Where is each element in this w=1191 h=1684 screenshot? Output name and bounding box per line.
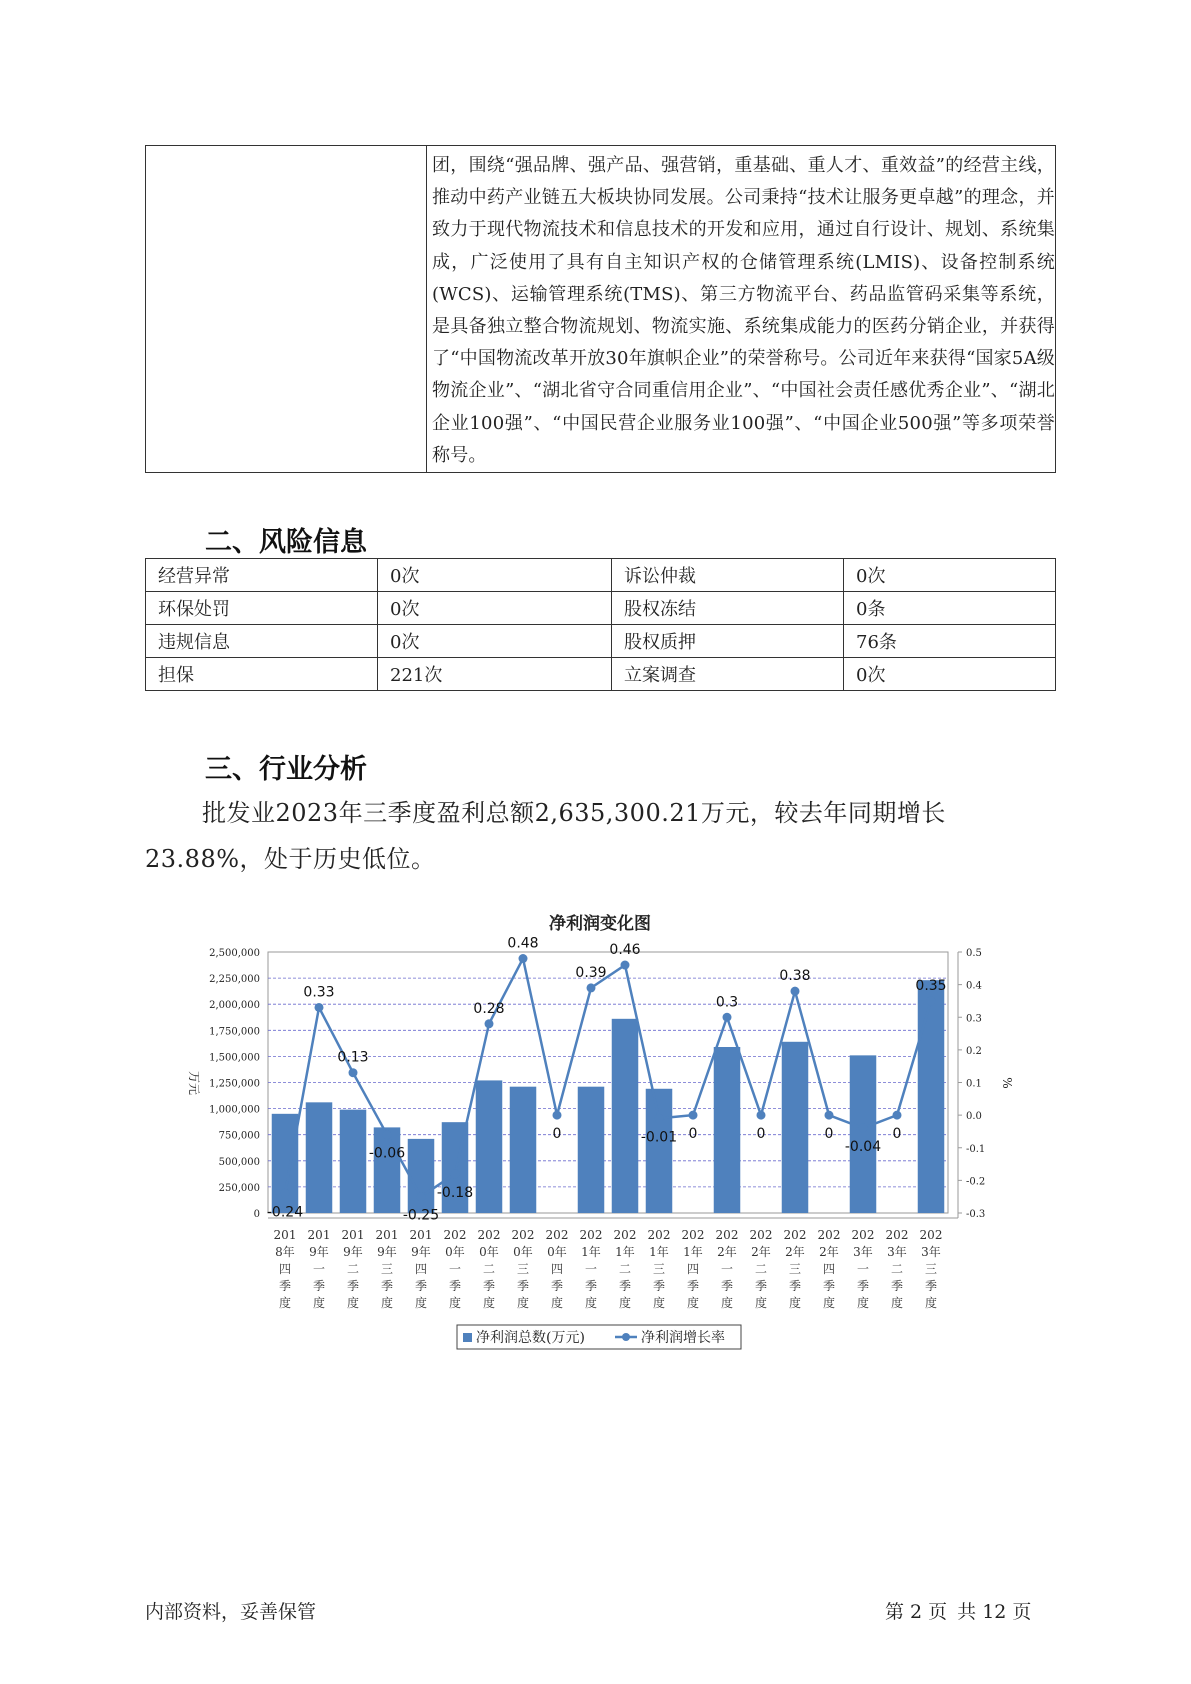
y-tick-label: 1,750,000 [209, 1026, 260, 1038]
y-tick-label: 0 [253, 1209, 260, 1220]
company-intro-text: 团，围绕“强品牌、强产品、强营销，重基础、重人才、重效益”的经营主线，推动中药产业链五大板块协同发展。公司秉持“技术让服务更卓越”的理念，并致力于现代物流技术和信息技术的开发和应用，通过自行设计、规划、系统集成，广泛使用了具有自主知识产权的仓储管理系统(LMIS)、设备控制系统(WCS)、运输管理系统(TMS)、第三方物流平台、药品监管码采集等系统，是具备独立整合物流规划、物流实施、系统集成能力的医药分销企业，并获得了“中国物流改革开放30年旗帜企业”的荣誉称号。公司近年来获得“国家5A级物流企业”、“湖北省守合同重信用企业”、“中国社会责任感优秀企业”、“湖北企业100强”、“中国民营企业服务业100强”、“中国企业500强”等多项荣誉称号。 [432, 155, 1055, 466]
growth-rate-data-label: 0.28 [473, 1000, 505, 1017]
x-tick-label: 201 9年三季度 [375, 1228, 399, 1310]
y-tick-label: 1,000,000 [209, 1104, 260, 1116]
risk-label-cell: 立案调查 [612, 658, 844, 691]
growth-rate-data-label: -0.24 [266, 1204, 304, 1221]
growth-rate-data-label: 0.39 [575, 964, 607, 981]
growth-rate-point [655, 1114, 664, 1123]
risk-value-cell: 76条 [844, 625, 1056, 658]
industry-analysis-paragraph: 批发业2023年三季度盈利总额2,635,300.21万元，较去年同期增长23.88%，处于历史低位。 [145, 799, 946, 873]
risk-value-cell: 0次 [378, 625, 612, 658]
growth-rate-data-label: 0.3 [715, 994, 739, 1011]
bar [782, 1042, 809, 1213]
bar [408, 1139, 435, 1213]
x-tick-label: 202 3年三季度 [919, 1228, 943, 1310]
risk-label-cell: 诉讼仲裁 [612, 559, 844, 592]
growth-rate-data-label: 0.48 [507, 935, 539, 952]
chart-title: 净利润变化图 [549, 914, 651, 934]
legend-bar-swatch [463, 1333, 472, 1342]
growth-rate-point [757, 1111, 766, 1120]
risk-section-heading: 二、风险信息 [205, 527, 367, 558]
growth-rate-data-label: -0.18 [436, 1184, 474, 1201]
growth-rate-data-label: 0.38 [779, 968, 811, 985]
growth-rate-point [383, 1130, 392, 1139]
growth-rate-data-label: 0.13 [337, 1049, 369, 1066]
x-tick-label: 202 2年二季度 [749, 1228, 773, 1310]
intro-empty-cell [146, 146, 427, 473]
y2-tick-label: 0.2 [966, 1045, 982, 1057]
y2-tick-label: -0.2 [966, 1176, 986, 1188]
growth-rate-point [825, 1111, 834, 1120]
growth-rate-data-label: -0.04 [844, 1139, 882, 1156]
growth-rate-data-label: 0 [552, 1126, 562, 1143]
footer-total-pages: 共 12 页 [957, 1601, 1032, 1623]
x-tick-label: 202 0年一季度 [443, 1228, 467, 1310]
x-tick-label: 202 2年四季度 [817, 1228, 841, 1310]
bar [850, 1055, 877, 1213]
y2-tick-label: 0.0 [966, 1111, 982, 1123]
x-tick-label: 202 0年二季度 [477, 1228, 501, 1310]
y2-tick-label: 0.5 [966, 948, 982, 959]
growth-rate-point [519, 954, 528, 963]
growth-rate-data-label: 0 [824, 1126, 834, 1143]
growth-rate-data-label: 0 [688, 1126, 698, 1143]
risk-value-cell: 0次 [378, 592, 612, 625]
x-tick-label: 202 3年一季度 [851, 1228, 875, 1310]
x-tick-label: 201 9年二季度 [341, 1228, 365, 1310]
bar [476, 1080, 503, 1213]
x-tick-label: 202 2年一季度 [715, 1228, 739, 1310]
x-tick-label: 202 0年四季度 [545, 1228, 569, 1310]
bar [306, 1102, 333, 1213]
x-tick-label: 202 1年二季度 [613, 1228, 637, 1310]
risk-row [146, 592, 1056, 625]
industry-section-heading: 三、行业分析 [205, 754, 367, 785]
x-tick-label: 202 2年三季度 [783, 1228, 807, 1310]
x-tick-label: 201 9年一季度 [307, 1228, 331, 1310]
growth-rate-point [927, 996, 936, 1005]
y-axis-title: 万元 [187, 1070, 201, 1096]
bar [918, 980, 945, 1213]
risk-label-cell: 股权冻结 [612, 592, 844, 625]
growth-rate-data-label: 0.46 [609, 942, 641, 959]
risk-label-cell: 股权质押 [612, 625, 844, 658]
y-tick-label: 250,000 [218, 1182, 260, 1194]
x-tick-label: 201 9年四季度 [409, 1228, 433, 1310]
risk-row [146, 559, 1056, 592]
y-tick-label: 2,500,000 [209, 948, 260, 959]
risk-row [146, 658, 1056, 691]
growth-rate-point [893, 1111, 902, 1120]
legend-line-marker [622, 1333, 630, 1341]
growth-rate-point [281, 1189, 290, 1198]
growth-rate-data-label: 0 [892, 1126, 902, 1143]
y2-axis-title: % [1000, 1077, 1014, 1089]
risk-value-cell: 0条 [844, 592, 1056, 625]
growth-rate-point [451, 1169, 460, 1178]
x-tick-label: 202 1年四季度 [681, 1228, 705, 1310]
y-tick-label: 2,250,000 [209, 974, 260, 986]
growth-rate-point [791, 987, 800, 996]
bar [612, 1019, 639, 1213]
growth-rate-data-label: 0.35 [915, 977, 947, 994]
risk-label-cell: 环保处罚 [146, 592, 378, 625]
y2-tick-label: 0.1 [966, 1078, 982, 1090]
growth-rate-point [723, 1013, 732, 1022]
chart-svg [0, 895, 1191, 1365]
growth-rate-point [689, 1111, 698, 1120]
growth-rate-data-label: 0.33 [303, 984, 335, 1001]
company-intro-table [145, 145, 1056, 473]
net-profit-chart [0, 895, 1191, 1365]
x-tick-label: 202 1年三季度 [647, 1228, 671, 1310]
growth-rate-point [417, 1192, 426, 1201]
x-tick-label: 202 3年二季度 [885, 1228, 909, 1310]
y2-tick-label: -0.3 [966, 1209, 986, 1220]
risk-value-cell: 0次 [844, 658, 1056, 691]
growth-rate-data-label: -0.01 [640, 1129, 678, 1146]
legend-bar-label: 净利润总数(万元) [476, 1330, 585, 1346]
y-tick-label: 500,000 [218, 1156, 260, 1168]
growth-rate-data-label: 0 [756, 1126, 766, 1143]
risk-value-cell: 0次 [378, 559, 612, 592]
growth-rate-point [349, 1068, 358, 1077]
growth-rate-point [315, 1003, 324, 1012]
x-tick-label: 202 1年一季度 [579, 1228, 603, 1310]
risk-row [146, 625, 1056, 658]
growth-rate-point [485, 1019, 494, 1028]
footer-confidential: 内部资料，妥善保管 [145, 1601, 317, 1623]
growth-rate-point [859, 1124, 868, 1133]
bar [646, 1089, 673, 1213]
intro-text-cell [427, 146, 1056, 473]
x-tick-label: 201 8年四季度 [273, 1228, 297, 1310]
bar [578, 1087, 605, 1213]
bar [374, 1127, 401, 1213]
growth-rate-point [553, 1111, 562, 1120]
risk-label-cell: 违规信息 [146, 625, 378, 658]
y-tick-label: 1,250,000 [209, 1078, 260, 1090]
footer-page-info [885, 1597, 1041, 1624]
risk-value-cell: 221次 [378, 658, 612, 691]
bar [510, 1087, 537, 1213]
bar [714, 1047, 741, 1213]
bar [272, 1114, 299, 1213]
y2-tick-label: 0.3 [966, 1013, 982, 1025]
growth-rate-point [587, 983, 596, 992]
growth-rate-data-label: -0.06 [368, 1145, 406, 1162]
bar [340, 1110, 367, 1213]
footer-page-number: 第 2 页 [885, 1601, 948, 1623]
y-tick-label: 1,500,000 [209, 1052, 260, 1064]
growth-rate-point [621, 961, 630, 970]
risk-value-cell: 0次 [844, 559, 1056, 592]
growth-rate-data-label: -0.25 [402, 1207, 440, 1224]
y-tick-label: 2,000,000 [209, 1000, 260, 1012]
risk-label-cell: 经营异常 [146, 559, 378, 592]
x-tick-label: 202 0年三季度 [511, 1228, 535, 1310]
y2-tick-label: -0.1 [966, 1143, 986, 1155]
legend-line-label: 净利润增长率 [641, 1330, 725, 1346]
y2-tick-label: 0.4 [966, 980, 982, 992]
risk-label-cell: 担保 [146, 658, 378, 691]
risk-info-table [145, 558, 1056, 691]
y-tick-label: 750,000 [218, 1130, 260, 1142]
